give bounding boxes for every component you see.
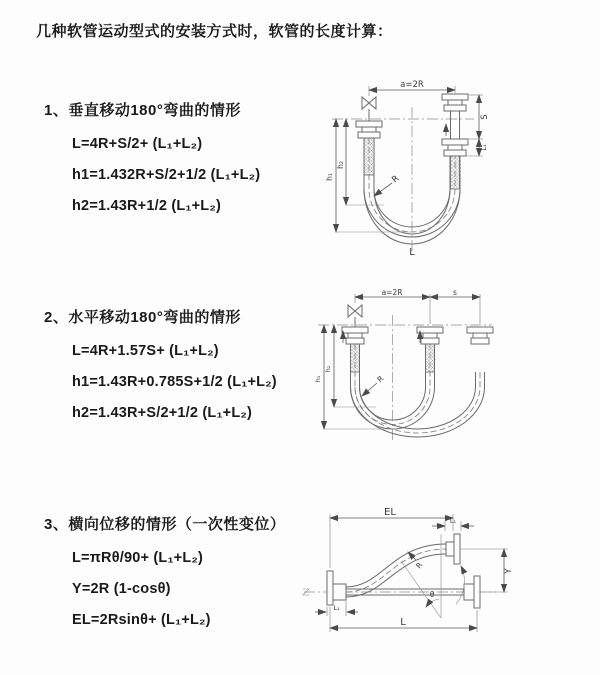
dim-label-l1-left: L₁ <box>333 604 340 612</box>
hose-top-wall <box>346 544 446 587</box>
section-horizontal-180 <box>44 306 314 429</box>
formula-l: L=4R+1.57S+ (L₁+L₂) <box>72 343 219 359</box>
braided-section <box>364 138 374 175</box>
section-vertical-180 <box>44 99 314 222</box>
radius-label: R <box>375 373 386 385</box>
hose-centerline-moved <box>355 372 480 433</box>
theta-label: θ <box>429 590 435 599</box>
radius-label: R <box>413 560 425 571</box>
left-pipe-stub <box>333 584 346 600</box>
radius-label: R <box>390 173 402 186</box>
right-flange-moved <box>467 327 493 344</box>
dim-label-offset: S <box>480 114 490 120</box>
radius-leader <box>374 183 392 196</box>
right-flange <box>474 576 480 608</box>
page-title: 几种软管运动型式的安装方式时，软管的长度计算： <box>36 23 393 40</box>
dim-label-l1: L₁ <box>480 144 488 151</box>
formula-h2: h2=1.43R+S/2+1/2 (L₁+L₂) <box>72 405 253 421</box>
radius-leader <box>362 383 377 396</box>
dim-label-h1: h₁ <box>325 173 334 181</box>
braided-section <box>351 344 360 372</box>
formula-el: EL=2Rsinθ+ (L₁+L₂) <box>72 612 211 628</box>
section-2-heading: 2、水平移动180°弯曲的情形 <box>44 309 241 326</box>
hose-outer-wall-moved <box>351 372 485 437</box>
diagram-lateral <box>298 504 600 646</box>
dim-label-length: L <box>400 617 406 628</box>
radius-leader <box>408 552 416 560</box>
dim-label-el: EL <box>384 507 396 518</box>
right-flange-lower <box>442 139 468 156</box>
left-flange <box>342 327 368 344</box>
valve-icon <box>348 305 362 317</box>
formula-h2: h2=1.43R+1/2 (L₁+L₂) <box>72 198 222 214</box>
dim-label-h2: h₂ <box>324 365 332 373</box>
section-1-heading: 1、垂直移动180°弯曲的情形 <box>44 102 241 119</box>
diagram-horizontal-180 <box>310 287 598 445</box>
left-flange <box>356 121 382 138</box>
section-lateral <box>44 513 314 636</box>
dim-label-h2: h₂ <box>336 161 345 169</box>
formula-h1: h1=1.432R+S/2+1/2 (L₁+L₂) <box>72 167 261 183</box>
diagram-vertical-180 <box>312 77 598 259</box>
dim-label-y: Y <box>504 568 514 574</box>
section-3-heading: 3、横向位移的情形（一次性变位） <box>44 516 286 533</box>
left-flange <box>327 571 333 605</box>
right-pipe-stub <box>464 584 474 600</box>
braided-section <box>451 156 460 189</box>
dim-label-l1-top: L₁ <box>449 517 457 525</box>
formula-l: L=4R+S/2+ (L₁+L₂) <box>72 136 203 152</box>
swing-arc <box>456 566 464 604</box>
formula-l: L=πRθ/90+ (L₁+L₂) <box>72 550 204 566</box>
formula-y: Y=2R (1-cosθ) <box>72 581 171 597</box>
braided-section <box>426 344 435 372</box>
upper-pipe-stub <box>446 542 454 556</box>
dim-label-h1: h₁ <box>314 375 322 383</box>
valve-icon <box>362 97 376 109</box>
dim-label-offset: s <box>453 288 457 297</box>
length-label: L <box>409 247 415 258</box>
center-flange <box>417 327 443 344</box>
dim-label-span: a=2R <box>400 80 424 90</box>
right-flange-raised <box>442 94 468 111</box>
dim-label-span: a=2R <box>381 288 403 297</box>
formula-h1: h1=1.43R+0.785S+1/2 (L₁+L₂) <box>72 374 277 390</box>
upper-flange <box>454 534 460 564</box>
